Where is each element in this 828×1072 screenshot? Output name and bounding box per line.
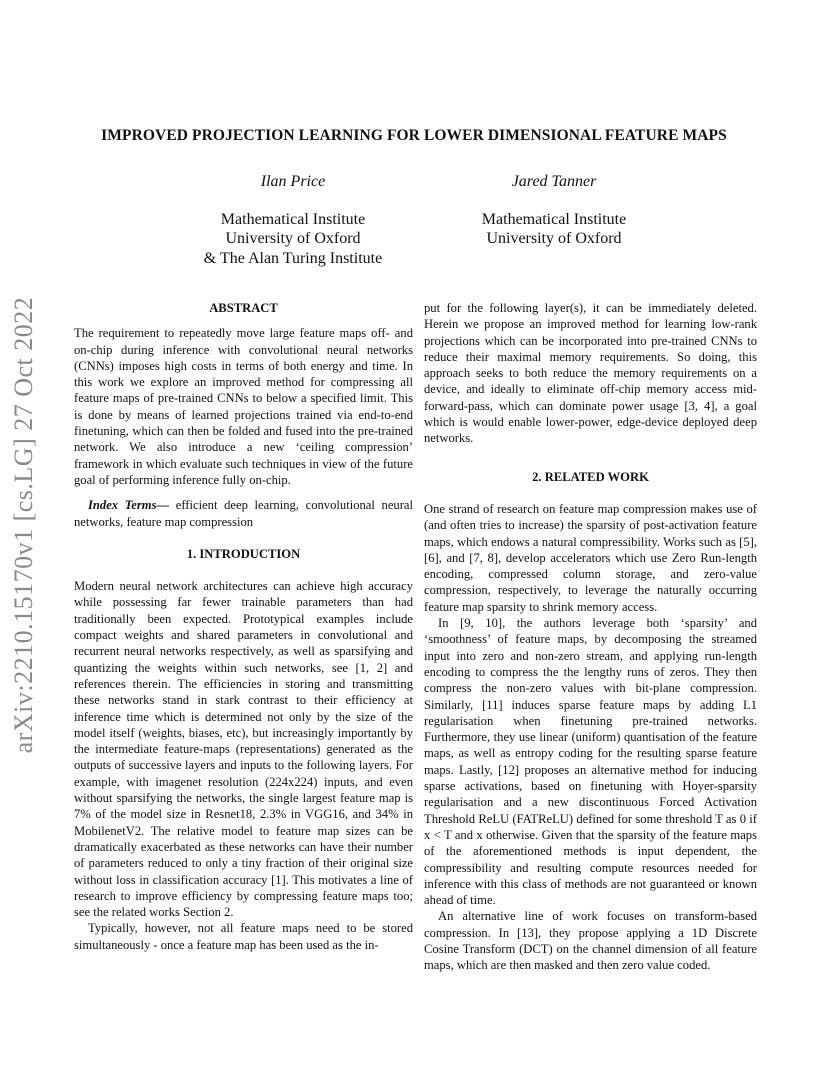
introduction-paragraph-1: Modern neural network architectures can achieve high accuracy while possessing far fewer trainable parameters than had traditionally been expected. Prototypical examples include compact weights and shared parameters in convolutional and recurrent neural networks respectively, as well as sparsifying and quantizing the weights within such networks, see [1, 2] and references therein. The efficiencies in storing and transmitting these networks stand in stark contrast to their efficiency at inference time which is determined not only by the size of the model itself (weights, biases, etc), but increasingly importantly by the intermediate feature-maps (representations) generated as the outputs of successive layers and inputs to the following layers. For example, with imagenet resolution (224x224) inputs, and even without sparsifying the networks, the single largest feature map is 7% of the model size in Resnet18, 2.3% in VGG16, and 34% in MobilenetV2. The relative model to feature map sizes can be dramatically exacerbated as these networks can have their number of parameters reduced to only a tiny fraction of their original size without loss in classification accuracy [1]. This motivates a line of research to improve efficiency by compressing feature maps too; see the related works Section 2. (74, 579, 413, 920)
author-name: Jared Tanner (511, 173, 597, 190)
abstract-heading: ABSTRACT (209, 301, 278, 315)
author-name: Ilan Price (260, 173, 326, 190)
introduction-paragraph-2-continued: put for the following layer(s), it can be immediately deleted. Herein we propose an improved method for learning low-rank projections which can be incorporated into pre-trained CNNs to reduce their maximal memory requirements. So doing, this approach seeks to both reduce the memory requirements on a device, and ideally to eliminate off-chip memory access mid-forward-pass, which can dominate power usage [3, 4], a goal which is would enable lower-power, edge-device deployed deep networks. (424, 301, 757, 446)
related-work-paragraph-3: An alternative line of work focuses on transform-based compression. In [13], they propose applying a 1D Discrete Cosine Transform (DCT) on the channel dimension of all feature maps, which are then masked and then zero value coded. (424, 909, 757, 973)
related-work-heading: 2. RELATED WORK (532, 469, 649, 484)
author-affiliation: Mathematical Institute (481, 210, 627, 228)
index-terms-text: efficient deep learning, convolutional neural networks, feature map compression (74, 498, 413, 529)
author-affiliation: University of Oxford (486, 230, 622, 247)
abstract-text: The requirement to repeatedly move large feature maps off- and on-chip during inference with convolutional neural networks (CNNs) imposes high costs in terms of both energy and time. In this work we explore an improved method for compressing all feature maps of pre-trained CNNs to below a specified limit. This is done by means of learned projections trained via end-to-end finetuning, which can then be folded and fused into the pre-trained network. We also introduce a new ‘ceiling compression’ framework in which evaluate such techniques in view of the future goal of performing inference fully on-chip. (74, 326, 413, 487)
introduction-heading: 1. INTRODUCTION (186, 546, 301, 561)
related-work-paragraph-2: In [9, 10], the authors leverage both ‘sparsity’ and ‘smoothness’ of feature maps, by decomposing the streamed input into zero and non-zero stream, and applying run-length encoding to compress the the lengthy runs of zeros. They then compress the non-zero values with bit-plane compression. Similarly, [11] induces sparse feature maps by adding L1 regularisation when finetuning pre-trained networks. Furthermore, they use linear (uniform) quantisation of the feature maps, as well as entropy coding for the resulting sparse feature maps. Lastly, [12] proposes an alternative method for inducing sparse activations, based on finetuning with Hoyer-sparsity regularisation and a new discontinuous Forced Activation Threshold ReLU (FATReLU) defined for some threshold T as 0 if x < T and x otherwise. Given that the sparsity of the feature maps of the aforementioned methods is input dependent, the compressibility and resulting compute resources needed for inference with this class of methods are not guaranteed or known ahead of time. (424, 616, 757, 908)
related-work-paragraph-1: One strand of research on feature map compression makes use of (and often tries to increase) the sparsity of post-activation feature maps, which endows a natural compressibility. Works such as [5], [6], and [7, 8], develop accelerators which use Zero Run-length encoding, compressed column storage, and zero-value compression, respectively, to leverage the naturally occurring feature map sparsity to shrink memory access. (424, 501, 757, 614)
paper-title: IMPROVED PROJECTION LEARNING FOR LOWER DIMENSIONAL FEATURE MAPS (101, 127, 727, 144)
index-terms-label: Index Terms— (88, 498, 170, 513)
left-column (74, 300, 413, 953)
index-terms (74, 497, 413, 530)
arxiv-identifier: arXiv:2210.15170v1 [cs.LG] 27 Oct 2022 (9, 296, 38, 754)
right-column (424, 300, 757, 974)
author-block-2 (404, 172, 704, 249)
author-affiliation: University of Oxford (225, 230, 361, 247)
introduction-paragraph-2: Typically, however, not all feature maps need to be stored simultaneously - once a feature map has been used as the in- (74, 921, 413, 952)
author-affiliation: Mathematical Institute (220, 210, 366, 228)
author-affiliation: & The Alan Turing Institute (203, 249, 383, 267)
author-block-1 (143, 172, 443, 268)
